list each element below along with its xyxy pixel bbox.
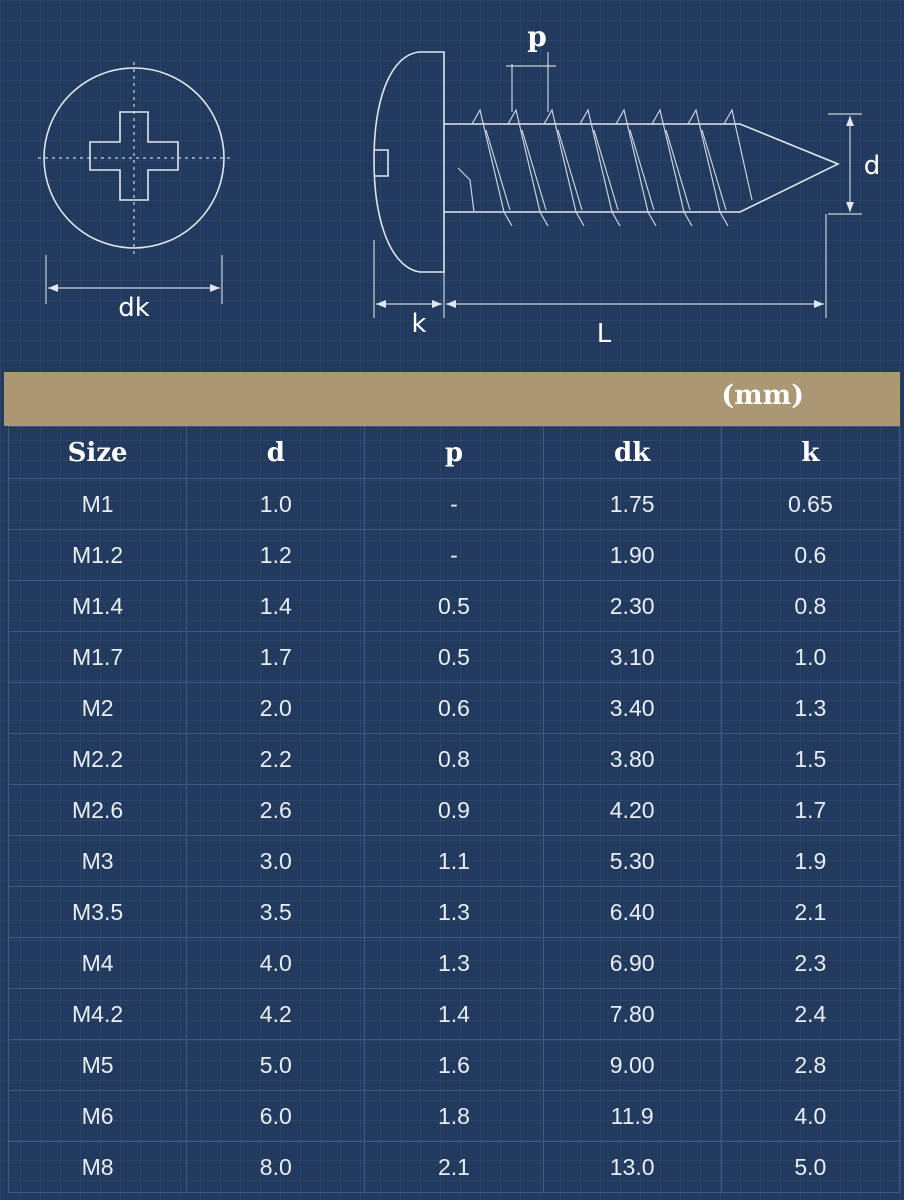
table-row (9, 989, 900, 1040)
cell-d: 1.7 (187, 632, 365, 683)
L-arrow-left (446, 300, 456, 308)
cell-d: 2.2 (187, 734, 365, 785)
p-label: p (527, 20, 547, 53)
cell-dk: 4.20 (543, 785, 721, 836)
table-row (9, 836, 900, 887)
cell-dk: 11.9 (543, 1091, 721, 1142)
table-row (9, 632, 900, 683)
threads (458, 110, 752, 226)
cell-dk: 6.90 (543, 938, 721, 989)
cell-p: 0.8 (365, 734, 543, 785)
cell-dk: 1.75 (543, 479, 721, 530)
cell-size: M6 (9, 1091, 187, 1142)
header-k: k (721, 427, 899, 479)
cell-k: 1.0 (721, 632, 899, 683)
cell-p: - (365, 530, 543, 581)
cell-p: 1.4 (365, 989, 543, 1040)
cell-p: 2.1 (365, 1142, 543, 1193)
unit-label: (mm) (721, 380, 804, 411)
cell-k: 1.7 (721, 785, 899, 836)
cell-dk: 3.40 (543, 683, 721, 734)
cell-p: 1.1 (365, 836, 543, 887)
cell-size: M1.7 (9, 632, 187, 683)
cell-p: 1.8 (365, 1091, 543, 1142)
cell-d: 3.5 (187, 887, 365, 938)
head-circle (44, 68, 224, 248)
header-size: Size (9, 427, 187, 479)
spec-table (8, 426, 900, 1193)
cell-size: M2.2 (9, 734, 187, 785)
k-label: k (411, 309, 427, 339)
cell-p: 0.5 (365, 581, 543, 632)
cell-dk: 5.30 (543, 836, 721, 887)
cell-k: 2.3 (721, 938, 899, 989)
cell-dk: 13.0 (543, 1142, 721, 1193)
table-row (9, 785, 900, 836)
cell-size: M8 (9, 1142, 187, 1193)
cell-p: 1.6 (365, 1040, 543, 1091)
cell-size: M4 (9, 938, 187, 989)
d-label: d (863, 151, 881, 181)
table-row (9, 530, 900, 581)
table-row (9, 1091, 900, 1142)
screw-drawing (0, 0, 904, 372)
cell-k: 0.8 (721, 581, 899, 632)
cell-dk: 9.00 (543, 1040, 721, 1091)
cell-k: 1.5 (721, 734, 899, 785)
cell-dk: 3.80 (543, 734, 721, 785)
dk-arrow-right (210, 284, 220, 292)
cell-d: 5.0 (187, 1040, 365, 1091)
cell-size: M1.4 (9, 581, 187, 632)
cell-k: 0.65 (721, 479, 899, 530)
head-top-view (38, 62, 232, 323)
cell-d: 2.0 (187, 683, 365, 734)
cell-k: 2.8 (721, 1040, 899, 1091)
cell-d: 6.0 (187, 1091, 365, 1142)
screw-dimension-diagram (0, 0, 904, 372)
cell-size: M3.5 (9, 887, 187, 938)
screw-side-view (374, 20, 880, 349)
cell-d: 4.0 (187, 938, 365, 989)
k-arrow-left (376, 300, 386, 308)
cell-k: 1.3 (721, 683, 899, 734)
cell-size: M2.6 (9, 785, 187, 836)
dk-arrow-left (48, 284, 58, 292)
cell-dk: 6.40 (543, 887, 721, 938)
table-row (9, 683, 900, 734)
cell-dk: 7.80 (543, 989, 721, 1040)
cell-dk: 1.90 (543, 530, 721, 581)
cell-d: 1.4 (187, 581, 365, 632)
table-header-row (9, 427, 900, 479)
L-label: L (596, 319, 612, 349)
d-arrow-top (846, 116, 854, 126)
cell-size: M3 (9, 836, 187, 887)
cell-size: M2 (9, 683, 187, 734)
cell-dk: 3.10 (543, 632, 721, 683)
L-arrow-right (814, 300, 824, 308)
table-row (9, 1040, 900, 1091)
cell-k: 4.0 (721, 1091, 899, 1142)
dk-label: dk (118, 293, 150, 323)
header-d: d (187, 427, 365, 479)
cell-p: 1.3 (365, 938, 543, 989)
cell-d: 4.2 (187, 989, 365, 1040)
table-row (9, 734, 900, 785)
cell-size: M1.2 (9, 530, 187, 581)
cell-k: 0.6 (721, 530, 899, 581)
cell-k: 5.0 (721, 1142, 899, 1193)
cell-k: 1.9 (721, 836, 899, 887)
cell-p: 1.3 (365, 887, 543, 938)
cell-d: 8.0 (187, 1142, 365, 1193)
cell-size: M5 (9, 1040, 187, 1091)
cell-p: 0.6 (365, 683, 543, 734)
cell-size: M4.2 (9, 989, 187, 1040)
cell-k: 2.4 (721, 989, 899, 1040)
cell-dk: 2.30 (543, 581, 721, 632)
k-arrow-right (432, 300, 442, 308)
head-slot (374, 150, 388, 176)
unit-band (4, 372, 900, 426)
table-row (9, 1142, 900, 1193)
table-row (9, 581, 900, 632)
table-row (9, 887, 900, 938)
cell-k: 2.1 (721, 887, 899, 938)
cell-p: 0.5 (365, 632, 543, 683)
cell-size: M1 (9, 479, 187, 530)
header-dk: dk (543, 427, 721, 479)
table-body (9, 479, 900, 1193)
cell-p: - (365, 479, 543, 530)
pan-head (374, 52, 444, 272)
cell-d: 1.0 (187, 479, 365, 530)
cell-d: 3.0 (187, 836, 365, 887)
cell-d: 1.2 (187, 530, 365, 581)
cell-p: 0.9 (365, 785, 543, 836)
header-p: p (365, 427, 543, 479)
table-row (9, 938, 900, 989)
table-row (9, 479, 900, 530)
cell-d: 2.6 (187, 785, 365, 836)
d-arrow-bottom (846, 202, 854, 212)
